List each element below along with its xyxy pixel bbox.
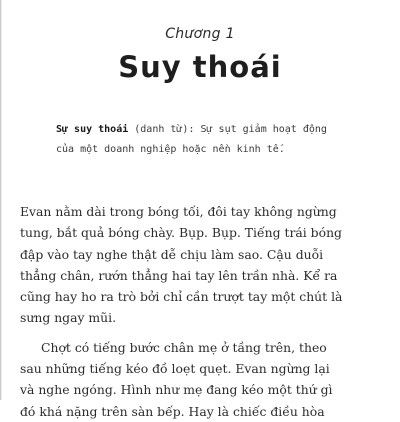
chapter-title: Suy thoái <box>118 50 282 84</box>
text-line: Evan nằm dài trong bóng tối, đôi tay không ngừng <box>20 204 337 219</box>
text-line: đó khá nặng trên sàn bếp. Hay là chiếc điều hòa <box>20 403 325 419</box>
body-text <box>20 201 382 422</box>
paragraph-1 <box>20 201 382 329</box>
chapter-label: Chương 1 <box>165 26 235 42</box>
definition-line-2: của một doanh nghiệp hoặc nền kinh tế. <box>56 144 285 155</box>
text-line: tung, bắt quả bóng chày. Bụp. Bụp. Tiếng trái bóng <box>20 225 342 241</box>
text-line: sưng ngay mũi. <box>20 310 117 326</box>
text-line: thẳng chân, rướn thẳng hai tay lên trần nhà. Kể ra <box>20 267 338 283</box>
definition-term: Sự suy thoái <box>56 124 129 135</box>
paragraph-2 <box>20 337 382 422</box>
text-line: sau những tiếng kéo đồ loẹt quẹt. Evan ngừng lại <box>20 361 330 377</box>
text-line: đập vào tay nghe thật dễ chịu làm sao. Cậu duỗi <box>20 246 324 262</box>
text-line: Chợt có tiếng bước chân mẹ ở tầng trên, theo <box>41 339 327 355</box>
text-line: và nghe ngóng. Hình như mẹ đang kéo một thứ gì <box>20 382 333 398</box>
definition-block <box>56 120 356 160</box>
definition-text: (danh từ): Sự sụt giảm hoạt động <box>128 124 327 135</box>
text-line: cũng hay ho ra trò bởi chỉ cần trượt tay một chút là <box>20 289 343 305</box>
paragraph-gap <box>20 329 382 337</box>
definition-line-1 <box>56 120 356 140</box>
